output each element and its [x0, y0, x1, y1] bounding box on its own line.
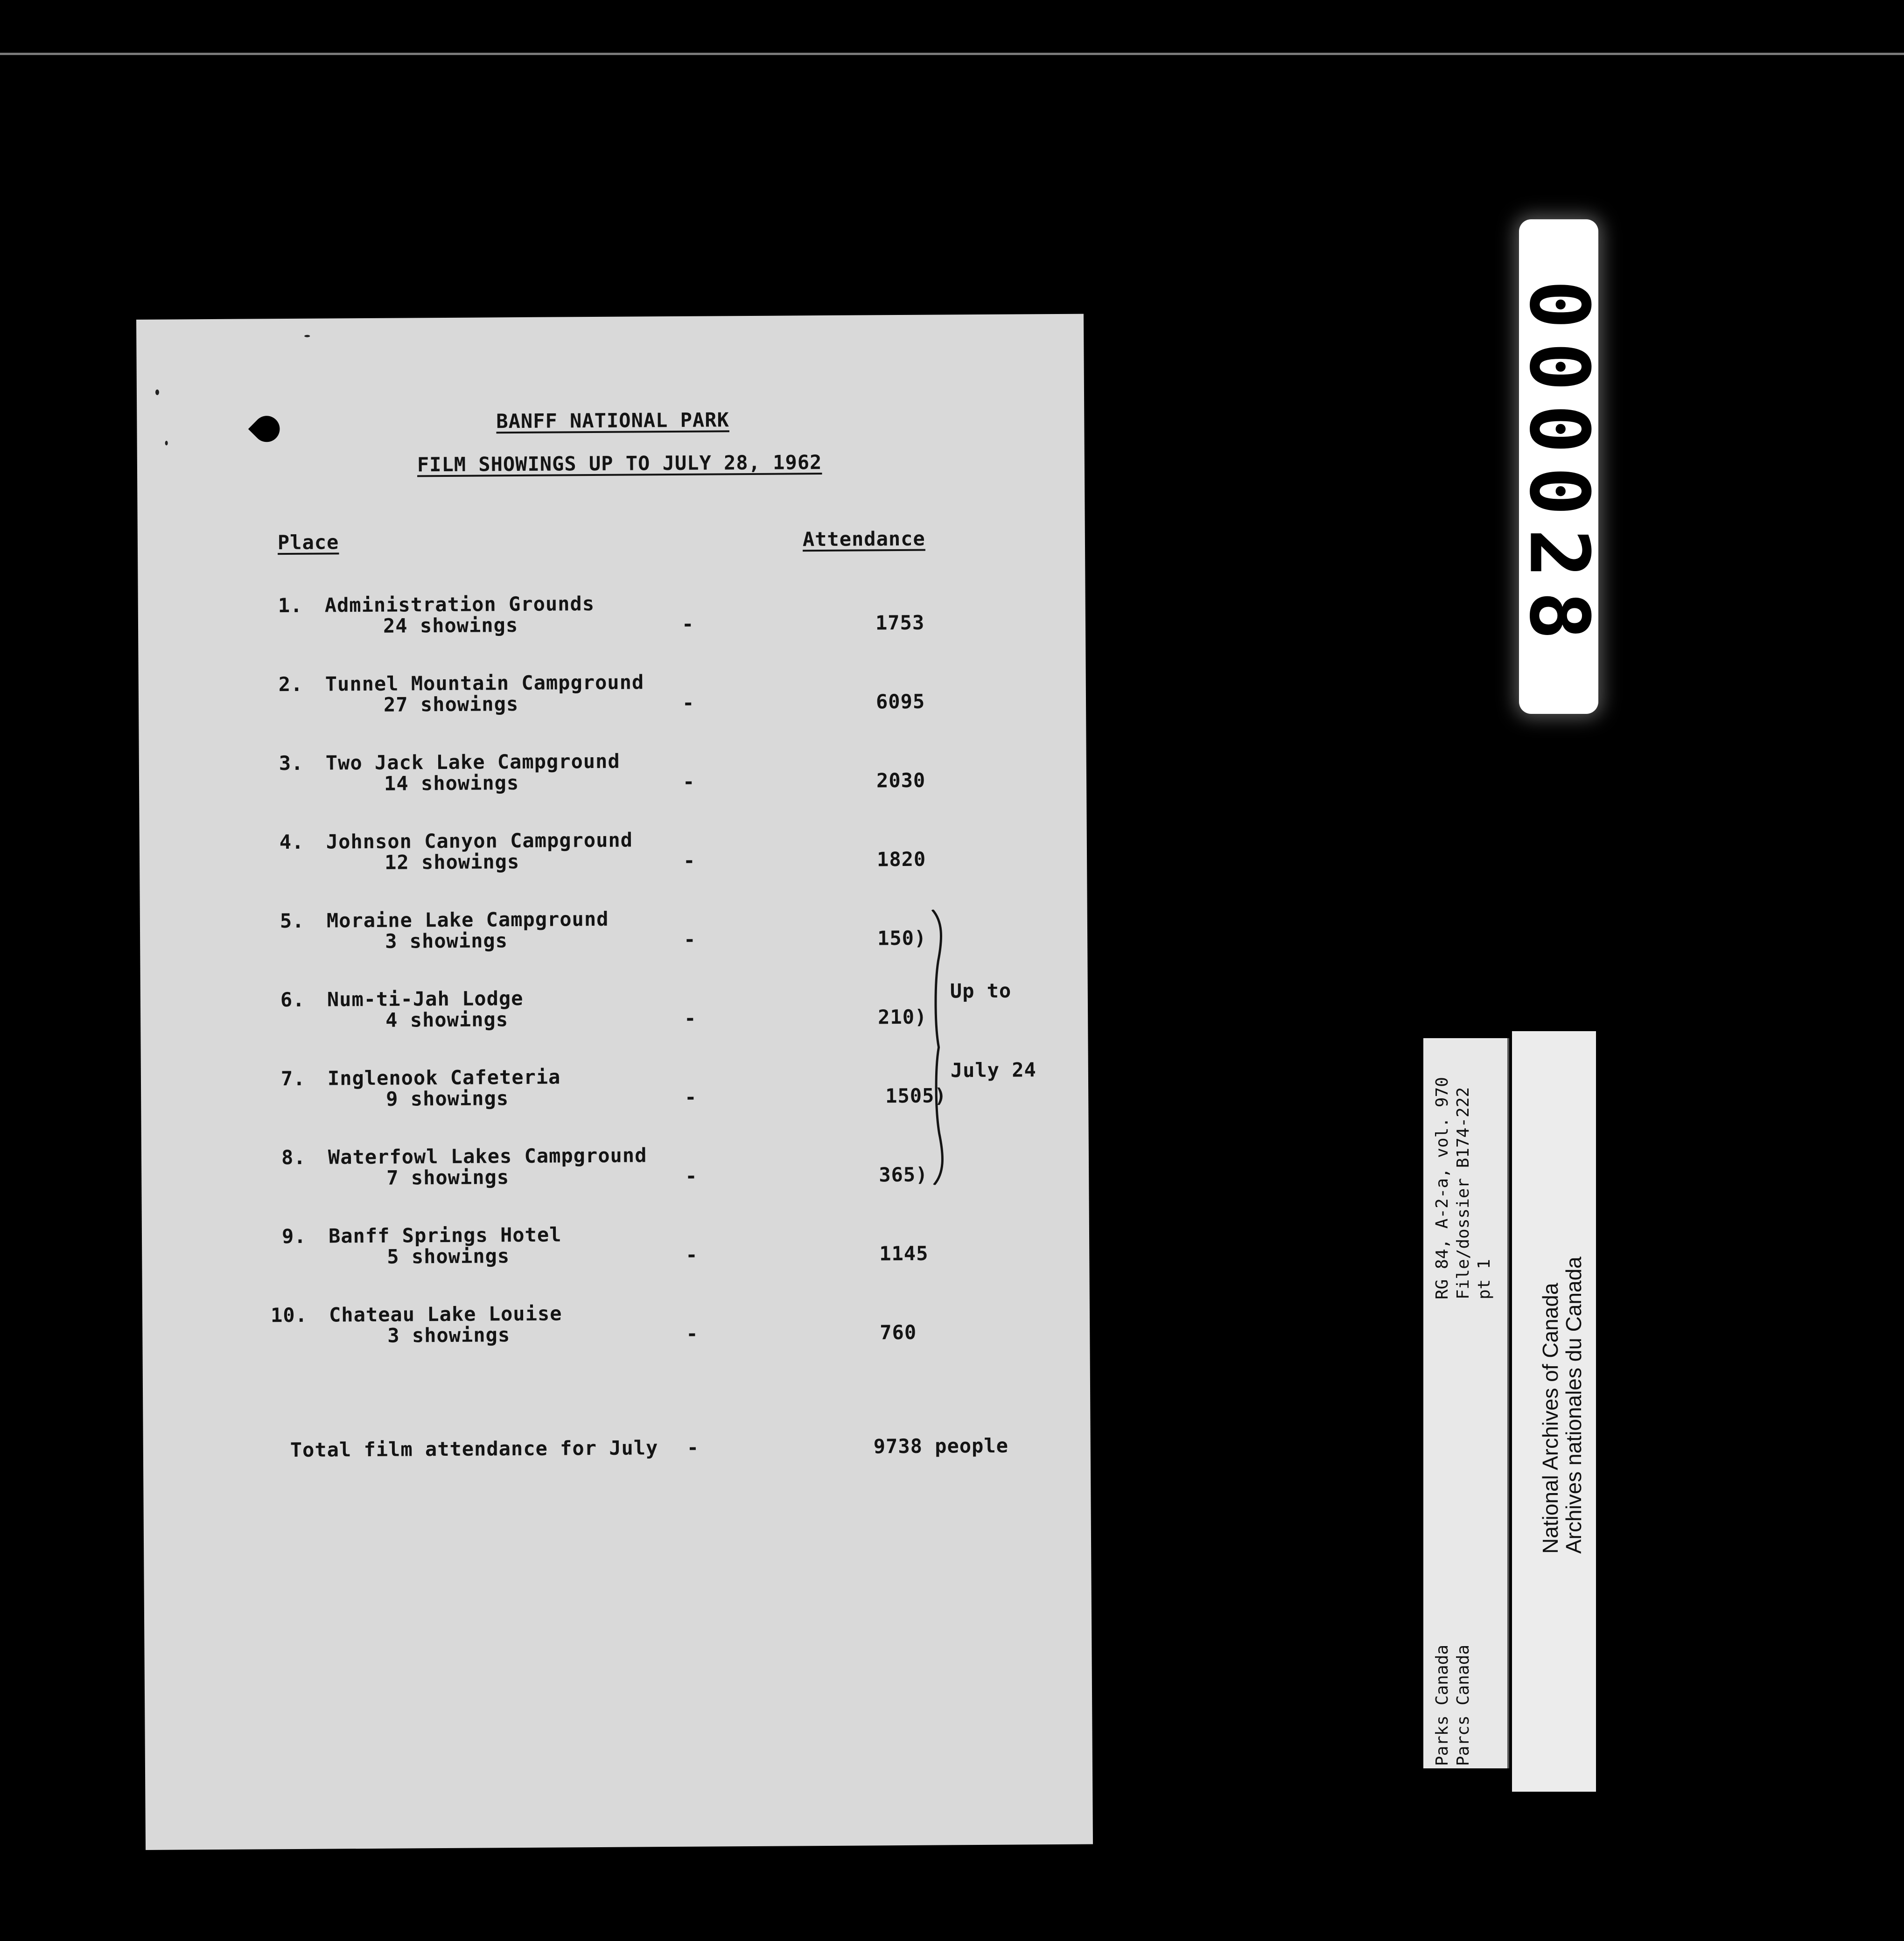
- row-place: Administration Grounds: [324, 592, 595, 617]
- archive-name-label: [1512, 1031, 1596, 1792]
- row-dash: -: [681, 612, 694, 635]
- row-dash: -: [682, 770, 695, 793]
- row-attendance: 1505): [885, 1084, 947, 1108]
- row-attendance: 210): [878, 1005, 927, 1029]
- row-attendance: 150): [877, 926, 927, 950]
- row-attendance: 760: [880, 1320, 917, 1344]
- bracket-note-line2: July 24: [950, 1058, 1037, 1082]
- row-place: Two Jack Lake Campground: [325, 749, 620, 775]
- punch-hole: [248, 411, 285, 447]
- row-number: 3.: [279, 751, 304, 775]
- document-page: [136, 314, 1093, 1850]
- row-showings: 4 showings: [385, 1008, 509, 1032]
- row-showings: 9 showings: [386, 1087, 509, 1110]
- row-attendance: 1145: [879, 1242, 929, 1265]
- speck: [155, 390, 159, 395]
- row-attendance: 2030: [876, 768, 926, 792]
- page-title: BANFF NATIONAL PARK: [496, 408, 729, 433]
- header-place: Place: [277, 531, 339, 554]
- reference-line2: File/dossier B174-222: [1454, 1087, 1473, 1299]
- archive-reference-label: [1423, 1038, 1509, 1768]
- row-dash: -: [683, 928, 696, 951]
- row-attendance: 365): [879, 1163, 928, 1187]
- row-showings: 7 showings: [386, 1166, 510, 1189]
- row-dash: -: [686, 1243, 698, 1266]
- film-edge-rule: [0, 53, 1904, 55]
- row-number: 4.: [279, 830, 304, 854]
- row-place: Banff Springs Hotel: [328, 1223, 562, 1248]
- row-showings: 24 showings: [383, 614, 518, 637]
- total-dash: -: [686, 1436, 700, 1459]
- row-attendance: 1753: [875, 611, 925, 635]
- row-showings: 3 showings: [387, 1323, 511, 1347]
- dept-line2: Parcs Canada: [1454, 1644, 1473, 1766]
- row-place: Moraine Lake Campground: [326, 907, 609, 932]
- row-attendance: 1820: [876, 847, 926, 871]
- row-dash: -: [685, 1164, 698, 1187]
- row-dash: -: [684, 1006, 697, 1030]
- row-place: Num-ti-Jah Lodge: [327, 986, 524, 1011]
- row-number: 6.: [280, 988, 305, 1012]
- row-number: 9.: [281, 1224, 307, 1248]
- row-place: Waterfowl Lakes Campground: [328, 1144, 647, 1169]
- row-number: 7.: [280, 1067, 306, 1090]
- row-showings: 14 showings: [384, 771, 519, 795]
- page-subtitle: FILM SHOWINGS UP TO JULY 28, 1962: [417, 451, 822, 476]
- row-showings: 3 showings: [385, 929, 508, 953]
- frame-number-plate: [1511, 219, 1606, 714]
- row-place: Chateau Lake Louise: [329, 1302, 562, 1327]
- row-showings: 12 showings: [384, 850, 520, 874]
- row-dash: -: [683, 849, 696, 872]
- header-attendance: Attendance: [802, 527, 925, 551]
- archives-fr: Archives nationales du Canada: [1561, 1257, 1586, 1554]
- frame-number: 000028: [1511, 279, 1606, 654]
- row-number: 8.: [281, 1145, 306, 1169]
- reference-line1: RG 84, A-2-a, vol. 970: [1433, 1077, 1452, 1299]
- row-showings: 27 showings: [383, 692, 519, 716]
- row-place: Inglenook Cafeteria: [327, 1065, 561, 1090]
- row-number: 10.: [270, 1303, 308, 1327]
- dept-line1: Parks Canada: [1433, 1644, 1452, 1766]
- row-attendance: 6095: [875, 690, 925, 713]
- row-dash: -: [686, 1322, 699, 1345]
- speck: [304, 335, 310, 337]
- total-value: 9738 people: [873, 1434, 1009, 1458]
- bracket-brace: [929, 909, 959, 1185]
- speck: [165, 441, 168, 446]
- archives-en: National Archives of Canada: [1538, 1283, 1562, 1554]
- reference-line3: pt 1: [1475, 1259, 1494, 1299]
- row-showings: 5 showings: [387, 1244, 510, 1268]
- row-dash: -: [685, 1085, 697, 1109]
- row-dash: -: [682, 691, 695, 714]
- row-place: Tunnel Mountain Campground: [325, 670, 644, 696]
- bracket-note-line1: Up to: [950, 979, 1012, 1003]
- row-number: 5.: [280, 909, 305, 933]
- total-label: Total film attendance for July: [290, 1436, 658, 1462]
- row-number: 1.: [278, 593, 303, 617]
- row-number: 2.: [278, 672, 303, 696]
- row-place: Johnson Canyon Campground: [326, 828, 633, 853]
